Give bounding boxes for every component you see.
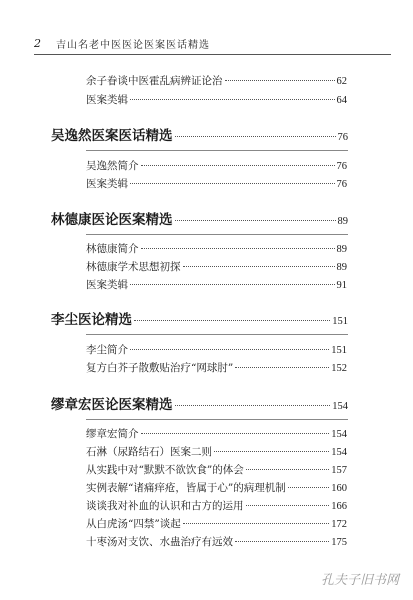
- toc-entry-page: 76: [336, 161, 347, 172]
- toc-entry[interactable]: [86, 259, 347, 274]
- toc-section-page: 89: [337, 216, 348, 227]
- toc-entry[interactable]: [86, 426, 347, 441]
- toc-entry-page: 166: [331, 501, 347, 512]
- toc-entry-page: 89: [336, 244, 347, 255]
- dot-leader: [141, 248, 335, 249]
- dot-leader: [214, 451, 329, 452]
- dot-leader: [141, 165, 335, 166]
- dot-leader: [175, 136, 336, 137]
- toc-entry[interactable]: [86, 92, 347, 107]
- toc-entry[interactable]: [86, 498, 347, 513]
- dot-leader: [141, 433, 330, 434]
- toc-entry-label: 十枣汤对支饮、水蛊治疗有远效: [86, 536, 233, 548]
- toc-section-page: 151: [332, 316, 348, 327]
- toc-entry-page: 175: [331, 537, 347, 548]
- dot-leader: [175, 405, 331, 406]
- dot-leader: [130, 349, 329, 350]
- toc-entry-page: 157: [331, 465, 347, 476]
- toc-entry[interactable]: [86, 342, 347, 357]
- section-divider: [86, 234, 348, 235]
- dot-leader: [235, 541, 329, 542]
- toc-entry-page: 91: [336, 280, 347, 291]
- toc-entry[interactable]: [86, 360, 347, 375]
- toc-entry-page: 154: [331, 429, 347, 440]
- dot-leader: [183, 523, 330, 524]
- toc-entry[interactable]: [86, 176, 347, 191]
- dot-leader: [225, 80, 335, 81]
- toc-entry[interactable]: [86, 534, 347, 549]
- dot-leader: [288, 487, 330, 488]
- toc-entry[interactable]: [86, 241, 347, 256]
- toc-entry-label: 医案类辑: [86, 94, 128, 106]
- page-number: 2: [34, 36, 42, 50]
- toc-section[interactable]: [51, 308, 348, 328]
- toc-entry-page: 76: [336, 179, 347, 190]
- toc-entry-label: 李尘简介: [86, 344, 128, 356]
- toc-entry-page: 160: [331, 483, 347, 494]
- toc-entry-page: 152: [331, 363, 347, 374]
- toc-entry-page: 62: [336, 76, 347, 87]
- toc-section[interactable]: [51, 124, 348, 144]
- dot-leader: [246, 505, 330, 506]
- toc-entry-page: 154: [331, 447, 347, 458]
- toc-entry-page: 151: [331, 345, 347, 356]
- toc-section-page: 76: [337, 132, 348, 143]
- toc-entry-label: 医案类辑: [86, 279, 128, 291]
- toc-entry-page: 64: [336, 95, 347, 106]
- toc-entry-label: 从白虎汤“四禁”谈起: [86, 518, 181, 530]
- toc-entry[interactable]: [86, 462, 347, 477]
- toc-entry[interactable]: [86, 73, 347, 88]
- toc-section-title: 林德康医论医案精选: [51, 212, 173, 228]
- toc-entry-label: 吴逸然简介: [86, 160, 139, 172]
- section-divider: [86, 334, 348, 335]
- dot-leader: [134, 320, 330, 321]
- dot-leader: [183, 266, 335, 267]
- toc-entry-label: 医案类辑: [86, 178, 128, 190]
- toc-entry-label: 余子眷谈中医霍乱病辨证论治: [86, 75, 223, 87]
- dot-leader: [130, 284, 335, 285]
- section-divider: [86, 419, 348, 420]
- toc-section[interactable]: [51, 208, 348, 228]
- toc-entry-label: 复方白芥子散敷贴治疗“网球肘”: [86, 362, 234, 374]
- watermark: 孔夫子旧书网: [320, 573, 399, 588]
- dot-leader: [130, 183, 335, 184]
- toc-entry-label: 实例表解“诸痛痒疮，皆属于心”的病理机制: [86, 482, 286, 494]
- toc-section-title: 缪章宏医论医案精选: [51, 397, 173, 413]
- toc-entry-page: 172: [331, 519, 347, 530]
- toc-entry[interactable]: [86, 516, 347, 531]
- toc-entry[interactable]: [86, 480, 347, 495]
- toc-entry-label: 从实践中对“默默不欲饮食”的体会: [86, 464, 244, 476]
- toc-entry-label: 林德康学术思想初探: [86, 261, 181, 273]
- dot-leader: [175, 220, 336, 221]
- dot-leader: [130, 99, 335, 100]
- toc-entry-page: 89: [336, 262, 347, 273]
- dot-leader: [235, 367, 329, 368]
- section-divider: [86, 150, 348, 151]
- toc-entry-label: 林德康简介: [86, 243, 139, 255]
- toc-section-page: 154: [332, 401, 348, 412]
- toc-entry[interactable]: [86, 444, 347, 459]
- book-title: 吉山名老中医医论医案医话精选: [56, 39, 210, 51]
- toc-section-title: 吴逸然医案医话精选: [51, 128, 173, 144]
- dot-leader: [246, 469, 330, 470]
- toc-section[interactable]: [51, 393, 348, 413]
- toc-entry-label: 缪章宏简介: [86, 428, 139, 440]
- toc-entry-label: 石淋（尿路结石）医案二则: [86, 446, 212, 458]
- toc-entry-label: 谈谈我对补血的认识和古方的运用: [86, 500, 244, 512]
- toc-entry[interactable]: [86, 277, 347, 292]
- toc-section-title: 李尘医论精选: [51, 312, 132, 328]
- toc-entry[interactable]: [86, 158, 347, 173]
